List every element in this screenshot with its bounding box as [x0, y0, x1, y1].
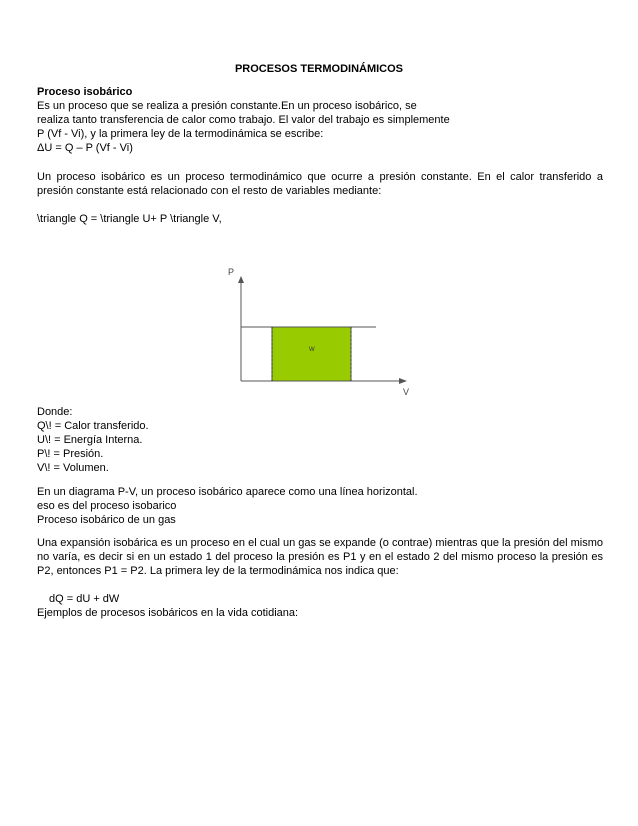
section-heading: Proceso isobárico: [37, 86, 133, 98]
examples-line: Ejemplos de procesos isobáricos en la vida cotidiana:: [37, 607, 299, 619]
differential-equation: dQ = dU + dW: [49, 593, 120, 605]
intro-line: Es un proceso que se realiza a presión constante.En un proceso isobárico, se: [37, 100, 417, 112]
formula-line: \triangle Q = \triangle U+ P \triangle V,: [37, 213, 222, 225]
intro-line: P (Vf - Vi), y la primera ley de la termodinámica se escribe:: [37, 128, 324, 140]
donde-list: [37, 405, 603, 475]
donde-item: V\! = Volumen.: [37, 462, 109, 474]
v-axis-label: V: [403, 387, 410, 397]
paragraph-2: Una expansión isobárica es un proceso en el cual un gas se expande (o contrae) mientras que la presión del mismo no varía, es decir si en un estado 1 del proceso la presión es P1 y en el estado 2 del mismo proceso la presión es P2, entonces P1 = P2. La primera ley de la termodinámica nos indica que:: [37, 537, 603, 577]
work-area: [272, 327, 351, 381]
pv-diagram: [226, 265, 416, 400]
v-axis-arrow-icon: [399, 378, 407, 384]
donde-heading: Donde:: [37, 406, 73, 418]
work-label: W: [309, 347, 315, 353]
p-axis-label: P: [228, 267, 235, 277]
document-title: PROCESOS TERMODINÁMICOS: [234, 63, 404, 75]
intro-line: realiza tanto transferencia de calor como trabajo. El valor del trabajo es simplemente: [37, 114, 450, 126]
pv-line: Proceso isobárico de un gas: [37, 514, 176, 526]
pv-line: En un diagrama P-V, un proceso isobárico aparece como una línea horizontal.: [37, 486, 418, 498]
first-law-equation: ΔU = Q – P (Vf - Vi): [37, 142, 133, 154]
paragraph-1: Un proceso isobárico es un proceso termodinámico que ocurre a presión constante. En el calor transferido a presión constante está relacionado con el resto de variables mediante:: [37, 171, 603, 197]
donde-item: P\! = Presión.: [37, 448, 104, 460]
p-axis-arrow-icon: [238, 276, 244, 283]
donde-item: U\! = Energía Interna.: [37, 434, 143, 446]
pv-description: [37, 485, 603, 527]
intro-section: [37, 85, 603, 155]
donde-item: Q\! = Calor transferido.: [37, 420, 149, 432]
pv-line: eso es del proceso isobarico: [37, 500, 177, 512]
closing-section: [37, 592, 603, 620]
